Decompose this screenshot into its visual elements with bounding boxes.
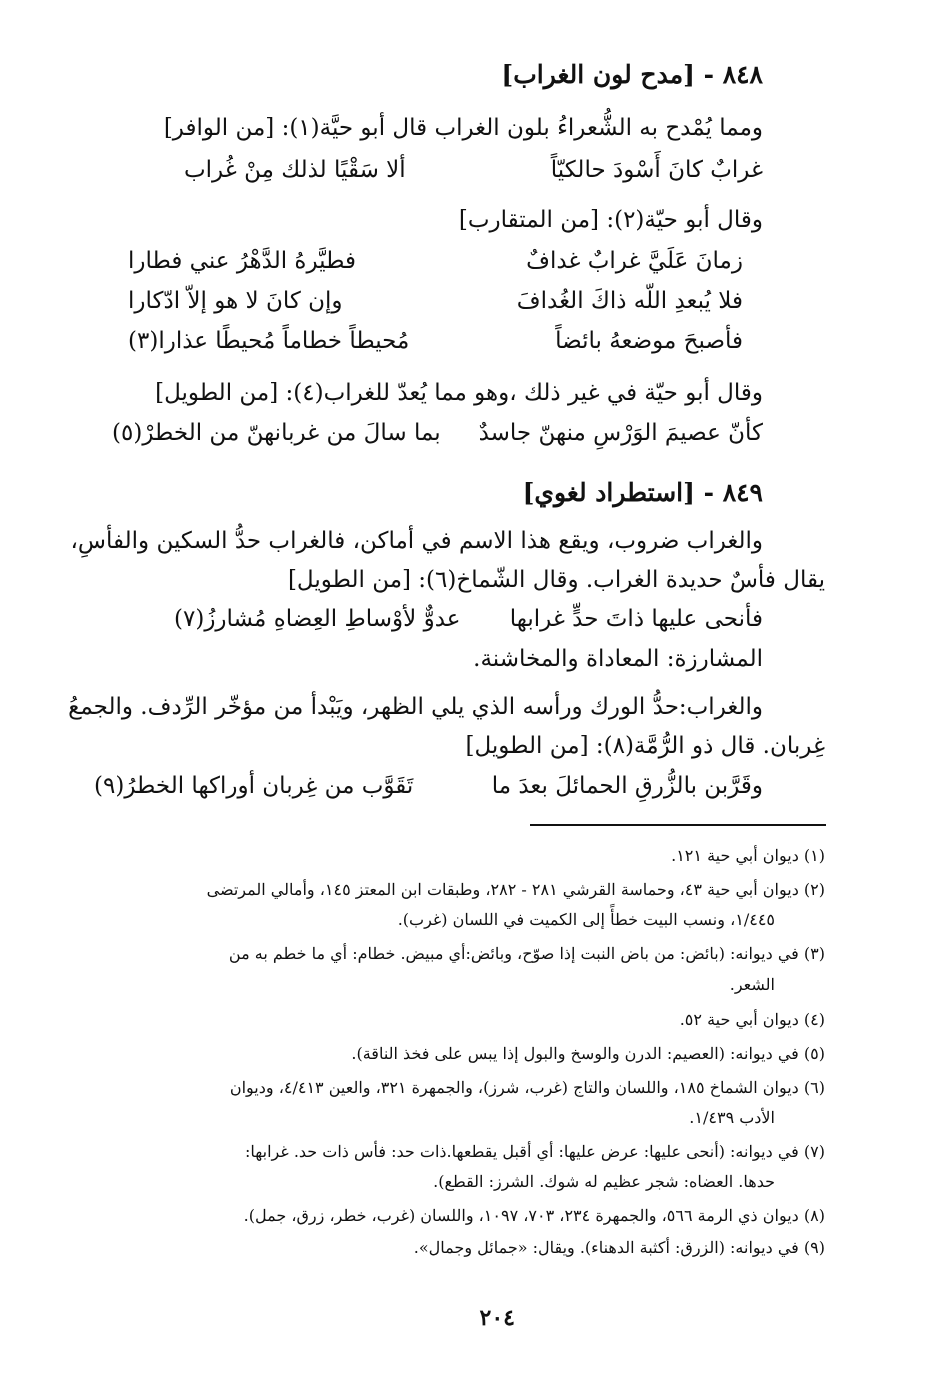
verse-row — [184, 157, 763, 183]
verse-hemistich-second: تَقَوَّب من غِربان أوراكها الخطرُ(٩) — [94, 773, 414, 799]
paragraph-line: المشارزة: المعاداة والمخاشنة. — [473, 646, 763, 672]
section-heading-848: ٨٤٨ - [مدح لون الغراب] — [501, 60, 763, 89]
verse-row — [128, 328, 743, 354]
footnote-7: (٧) في ديوانه: (أنحى عليها: عرض عليها: أي أقبل يقطعها.ذات حد: فأس ذات حد. غرابها: — [245, 1142, 825, 1161]
footnote-9: (٩) في ديوانه: (الزرق: أكثبة الدهناء). ويقال: «جمائل وجمال». — [413, 1238, 825, 1257]
verse-hemistich-second: عدوٌّ لأوْساطِ العِضاهِ مُشارزُ(٧) — [174, 606, 461, 632]
verse-hemistich-first: فلا يُبعدِ اللّه ذاكَ الغُدافَ — [516, 288, 743, 314]
verse-row — [112, 420, 763, 446]
footnote-3-continuation: الشعر. — [729, 975, 775, 994]
footnote-6: (٦) ديوان الشماخ ١٨٥، واللسان والتاج (غرب، شرز)، والجمهرة ٣٢١، والعين ٤/٤١٣، وديوان — [229, 1078, 825, 1097]
footnote-4: (٤) ديوان أبي حية ٥٢. — [679, 1010, 825, 1029]
footnote-divider — [530, 824, 826, 826]
paragraph-line: غِربان. قال ذو الرُّمَّة(٨): [من الطويل] — [465, 733, 825, 759]
verse-row — [128, 288, 743, 314]
paragraph-line: والغراب ضروب، ويقع هذا الاسم في أماكن، فالغراب حدُّ السكين والفأسِ، — [70, 528, 763, 554]
intro-line: وقال أبو حيّة(٢): [من المتقارب] — [458, 207, 763, 233]
footnote-1: (١) ديوان أبي حية ١٢١. — [671, 846, 825, 865]
footnote-8: (٨) ديوان ذي الرمة ٥٦٦، والجمهرة ٢٣٤، ٧٠٣، ١٠٩٧، واللسان (غرب، خطر، زرق، جمل). — [243, 1206, 825, 1225]
verse-hemistich-first: فأصبحَ موضعهُ بائضاً — [555, 328, 743, 354]
footnote-2-continuation: ١/٤٤٥، ونسب البيت خطأً إلى الكميت في اللسان (غرب). — [397, 910, 775, 929]
verse-hemistich-first: فأنحى عليها ذاتَ حدٍّ غرابها — [509, 606, 763, 632]
paragraph-line: يقال فأسٌ حديدة الغراب. وقال الشّماخ(٦): [من الطويل] — [287, 567, 825, 593]
page-number: ٢٠٤ — [479, 1305, 515, 1331]
intro-line: ومما يُمْدح به الشُّعراءُ بلون الغراب قال أبو حيَّة(١): [من الوافر] — [163, 115, 763, 141]
verse-hemistich-second: وإن كانَ لا هو إلاّ ادّكارا — [128, 288, 343, 314]
footnote-6-continuation: الأدب ١/٤٣٩. — [689, 1108, 775, 1127]
footnote-2: (٢) ديوان أبي حية ٤٣، وحماسة القرشي ٢٨١ - ٢٨٢، وطبقات ابن المعتز ١٤٥، وأمالي المرتضى — [206, 880, 825, 899]
verse-hemistich-second: فطيَّرهُ الدَّهْرُ عني فطارا — [128, 248, 356, 274]
footnote-3: (٣) في ديوانه: (بائض: من باض النبت إذا صوّح، وبائض:أي مبيض. خطام: أي ما خطم به من — [228, 944, 825, 963]
verse-row — [94, 773, 763, 799]
paragraph-line: والغراب:حدُّ الورك ورأسه الذي يلي الظهر، ويَبْدأ من مؤخّر الرِّدف. والجمعُ — [68, 694, 763, 720]
intro-line: وقال أبو حيّة في غير ذلك ،وهو مما يُعدّ للغراب(٤): [من الطويل] — [155, 380, 763, 406]
verse-hemistich-second: بما سالَ من غربانهنّ من الخطرْ(٥) — [112, 420, 441, 446]
verse-hemistich-second: مُحيطاً خطاماً مُحيطًا عذارا(٣) — [128, 328, 410, 354]
verse-hemistich-first: زمانَ عَلَيَّ غرابٌ غدافٌ — [526, 248, 743, 274]
footnote-5: (٥) في ديوانه: (العصيم: الدرن والوسخ والبول إذا يبس على فخذ الناقة). — [351, 1044, 825, 1063]
verse-hemistich-first: كأنّ عصيمَ الوَرْسِ منهنّ جاسدٌ — [478, 420, 763, 446]
verse-hemistich-second: ألا سَقْيًا لذلك مِنْ غُراب — [184, 157, 406, 183]
verse-row — [174, 606, 763, 632]
verse-row — [128, 248, 743, 274]
verse-hemistich-first: غرابٌ كانَ أَسْودَ حالكيّاً — [550, 157, 763, 183]
verse-hemistich-first: وقَرَّبن بالزُّرقِ الحمائلَ بعدَ ما — [491, 773, 763, 799]
section-heading-849: ٨٤٩ - [استطراد لغوي] — [522, 478, 763, 507]
footnote-7-continuation: حدها. العضاه: شجر عظيم له شوك. الشرز: القطع). — [433, 1172, 775, 1191]
